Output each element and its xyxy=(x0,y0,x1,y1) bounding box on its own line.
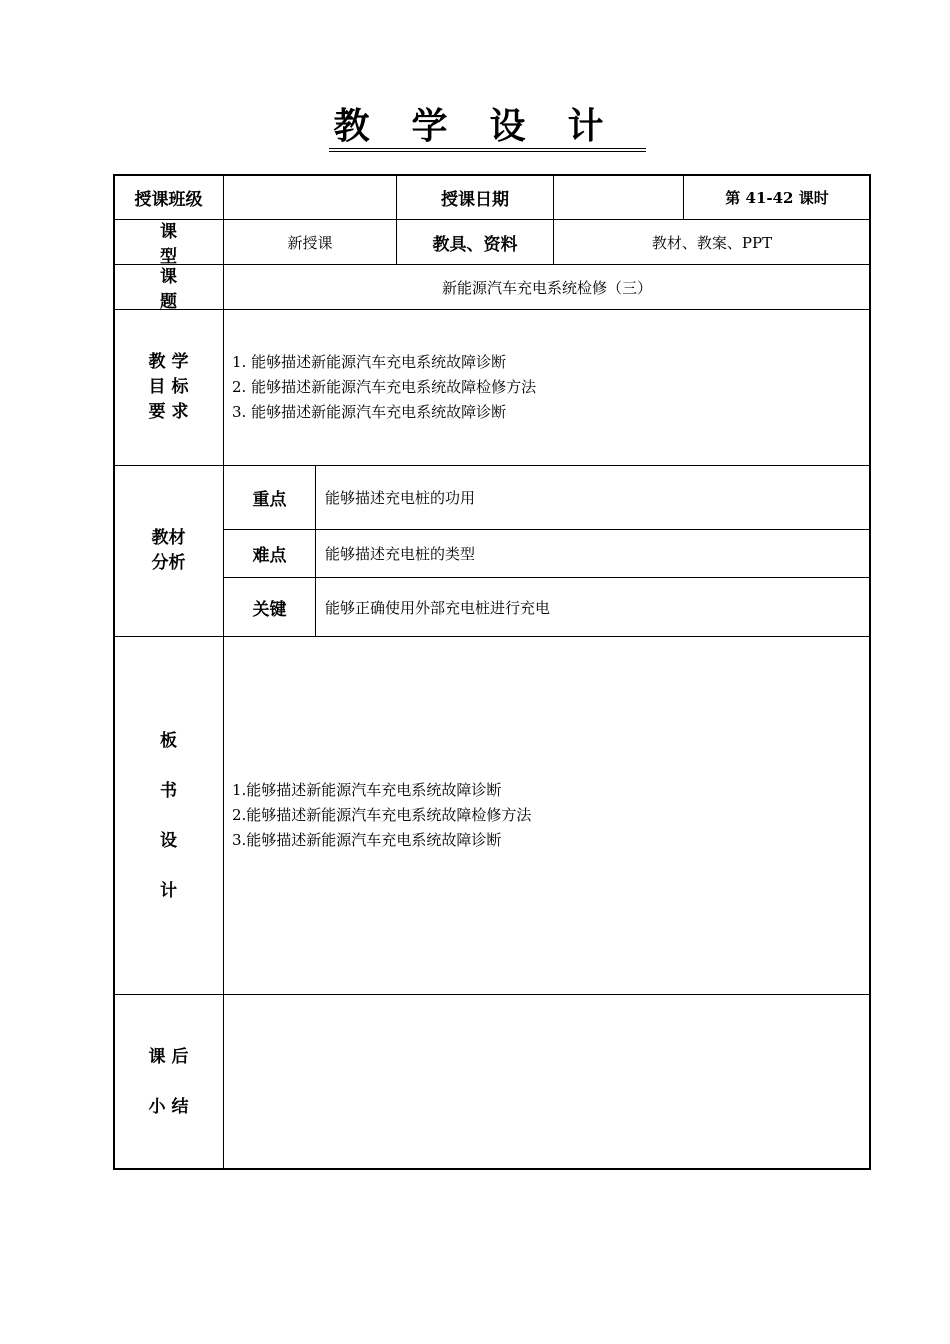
topic-value: 新能源汽车充电系统检修（三） xyxy=(441,278,652,297)
board-item: 2.能够描述新能源汽车充电系统故障检修方法 xyxy=(232,806,532,824)
lesson-type-value: 新授课 xyxy=(287,233,333,252)
class-label: 授课班级 xyxy=(134,189,203,210)
teaching-tools-label: 教具、资料 xyxy=(432,234,518,255)
board-label-line: 计 xyxy=(160,880,177,901)
analysis-label-line: 分析 xyxy=(151,553,186,573)
difficulty-label: 难点 xyxy=(252,546,287,566)
summary-label-line: 小 结 xyxy=(148,1097,189,1117)
crux-label: 关键 xyxy=(252,599,287,620)
summary-label xyxy=(114,995,223,1169)
page-title xyxy=(0,104,950,152)
goals-label-line: 要 求 xyxy=(148,402,189,422)
board-design-list xyxy=(224,637,870,994)
analysis-label xyxy=(114,466,223,636)
crux-value: 能够正确使用外部充电桩进行充电 xyxy=(325,598,551,617)
summary-content xyxy=(224,995,870,1169)
goals-list xyxy=(224,310,870,465)
analysis-label-line: 教材 xyxy=(151,528,186,548)
goal-item: 2. 能够描述新能源汽车充电系统故障检修方法 xyxy=(232,378,537,396)
date-value xyxy=(554,175,683,219)
key-point-label: 重点 xyxy=(252,490,287,510)
board-label-line: 设 xyxy=(160,830,177,851)
period-label: 第 41-42 课时 xyxy=(725,188,829,207)
goal-item: 1. 能够描述新能源汽车充电系统故障诊断 xyxy=(232,353,507,371)
board-item: 1.能够描述新能源汽车充电系统故障诊断 xyxy=(232,781,502,799)
goals-label-line: 目 标 xyxy=(148,377,189,397)
difficulty-value: 能够描述充电桩的类型 xyxy=(325,545,476,563)
topic-label: 课题 xyxy=(160,267,203,312)
page-title-text: 教学设计 xyxy=(329,104,645,152)
board-label-line: 书 xyxy=(160,780,177,801)
date-label: 授课日期 xyxy=(441,189,509,210)
board-item: 3.能够描述新能源汽车充电系统故障诊断 xyxy=(232,831,502,849)
summary-label-line: 课 后 xyxy=(148,1047,189,1067)
board-design-label xyxy=(114,637,223,994)
teaching-tools-value: 教材、教案、PPT xyxy=(651,233,773,252)
goals-label xyxy=(114,310,223,465)
board-label-line: 板 xyxy=(160,730,177,751)
lesson-type-label: 课型 xyxy=(160,222,203,267)
goals-label-line: 教 学 xyxy=(148,352,189,372)
goal-item: 3. 能够描述新能源汽车充电系统故障诊断 xyxy=(232,403,507,421)
key-point-value: 能够描述充电桩的功用 xyxy=(325,489,476,507)
class-value xyxy=(224,175,396,219)
